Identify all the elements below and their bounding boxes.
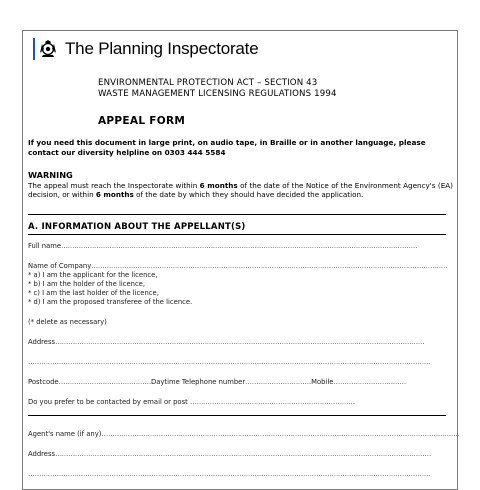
delete-note: (* delete as necessary) [28, 318, 107, 326]
header-accent-bar [33, 38, 35, 60]
field-label: Daytime Telephone number [150, 378, 246, 386]
warning-text-part: of the date by which they should have decided the application. [133, 190, 364, 200]
form-page [22, 30, 458, 490]
warning-emphasis: 6 months [199, 181, 238, 190]
royal-crest-icon [38, 39, 58, 59]
field-label: Agent's name (if any) [28, 430, 102, 438]
address-line-2[interactable]: ………………………………………………………………………………………………………………………………………………………………… [28, 358, 431, 366]
contact-numbers-row[interactable]: Postcode……………………………………Daytime Telephone number…………………………Mobile…………………………… [28, 378, 406, 386]
field-label: Do you prefer to be contacted by email or post [28, 398, 188, 406]
option-c: * c) I am the last holder of the licence, [28, 289, 159, 297]
field-label: Address [28, 338, 56, 346]
option-b: * b) I am the holder of the licence, [28, 280, 146, 288]
field-label: Address [28, 450, 56, 458]
warning-text-part: The appeal must reach the Inspectorate within [28, 181, 200, 190]
option-d: * d) I am the proposed transferee of the licence. [28, 298, 193, 306]
acts-heading [98, 78, 337, 100]
warning-title: WARNING [28, 170, 73, 180]
option-a: * a) I am the applicant for the licence, [28, 271, 158, 279]
agent-name-field[interactable]: Agent's name (if any)………………………………………………………………………………………………………………………………………………. [28, 430, 460, 438]
warning-text [28, 181, 453, 199]
agent-address-line-2[interactable]: ………………………………………………………………………………………………………………………………………………………………… [28, 470, 431, 478]
company-field[interactable]: Name of Company……………………………………………………………………………………………………………………………………………… [28, 262, 448, 270]
agent-address-field[interactable]: Address……………………………………………………………………………………………………………………………………………………… [28, 450, 432, 458]
field-label: Postcode [28, 378, 59, 386]
warning-emphasis: 6 months [95, 190, 134, 200]
divider [28, 214, 446, 215]
contact-preference-field[interactable]: Do you prefer to be contacted by email or post ………………………………………………………………… [28, 398, 355, 406]
field-label: Name of Company [28, 262, 92, 270]
divider [28, 234, 446, 235]
divider [28, 415, 446, 416]
field-label: Mobile [311, 378, 334, 386]
act-line-2: WASTE MANAGEMENT LICENSING REGULATIONS 1994 [98, 89, 337, 99]
diversity-notice: If you need this document in large print, on audio tape, in Braille or in another language, please contact our diversity helpline on 0303 444 5584 [28, 138, 426, 157]
section-a-title: A. INFORMATION ABOUT THE APPELLANT(S) [28, 222, 246, 232]
full-name-field[interactable]: Full name……………………………………………………………………………………………………………………………………………… [28, 242, 418, 250]
act-line-1: ENVIRONMENTAL PROTECTION ACT – SECTION 43 [98, 78, 318, 88]
header [33, 38, 258, 60]
address-field[interactable]: Address…………………………………………………………………………………………………………………………………………………… [28, 338, 425, 346]
org-name: The Planning Inspectorate [65, 39, 259, 58]
form-title: APPEAL FORM [98, 115, 186, 127]
warning-text-part: of the date of the Notice of the Environment Agency's (EA) decision, or within [28, 181, 453, 200]
field-label: Full name [28, 242, 62, 250]
